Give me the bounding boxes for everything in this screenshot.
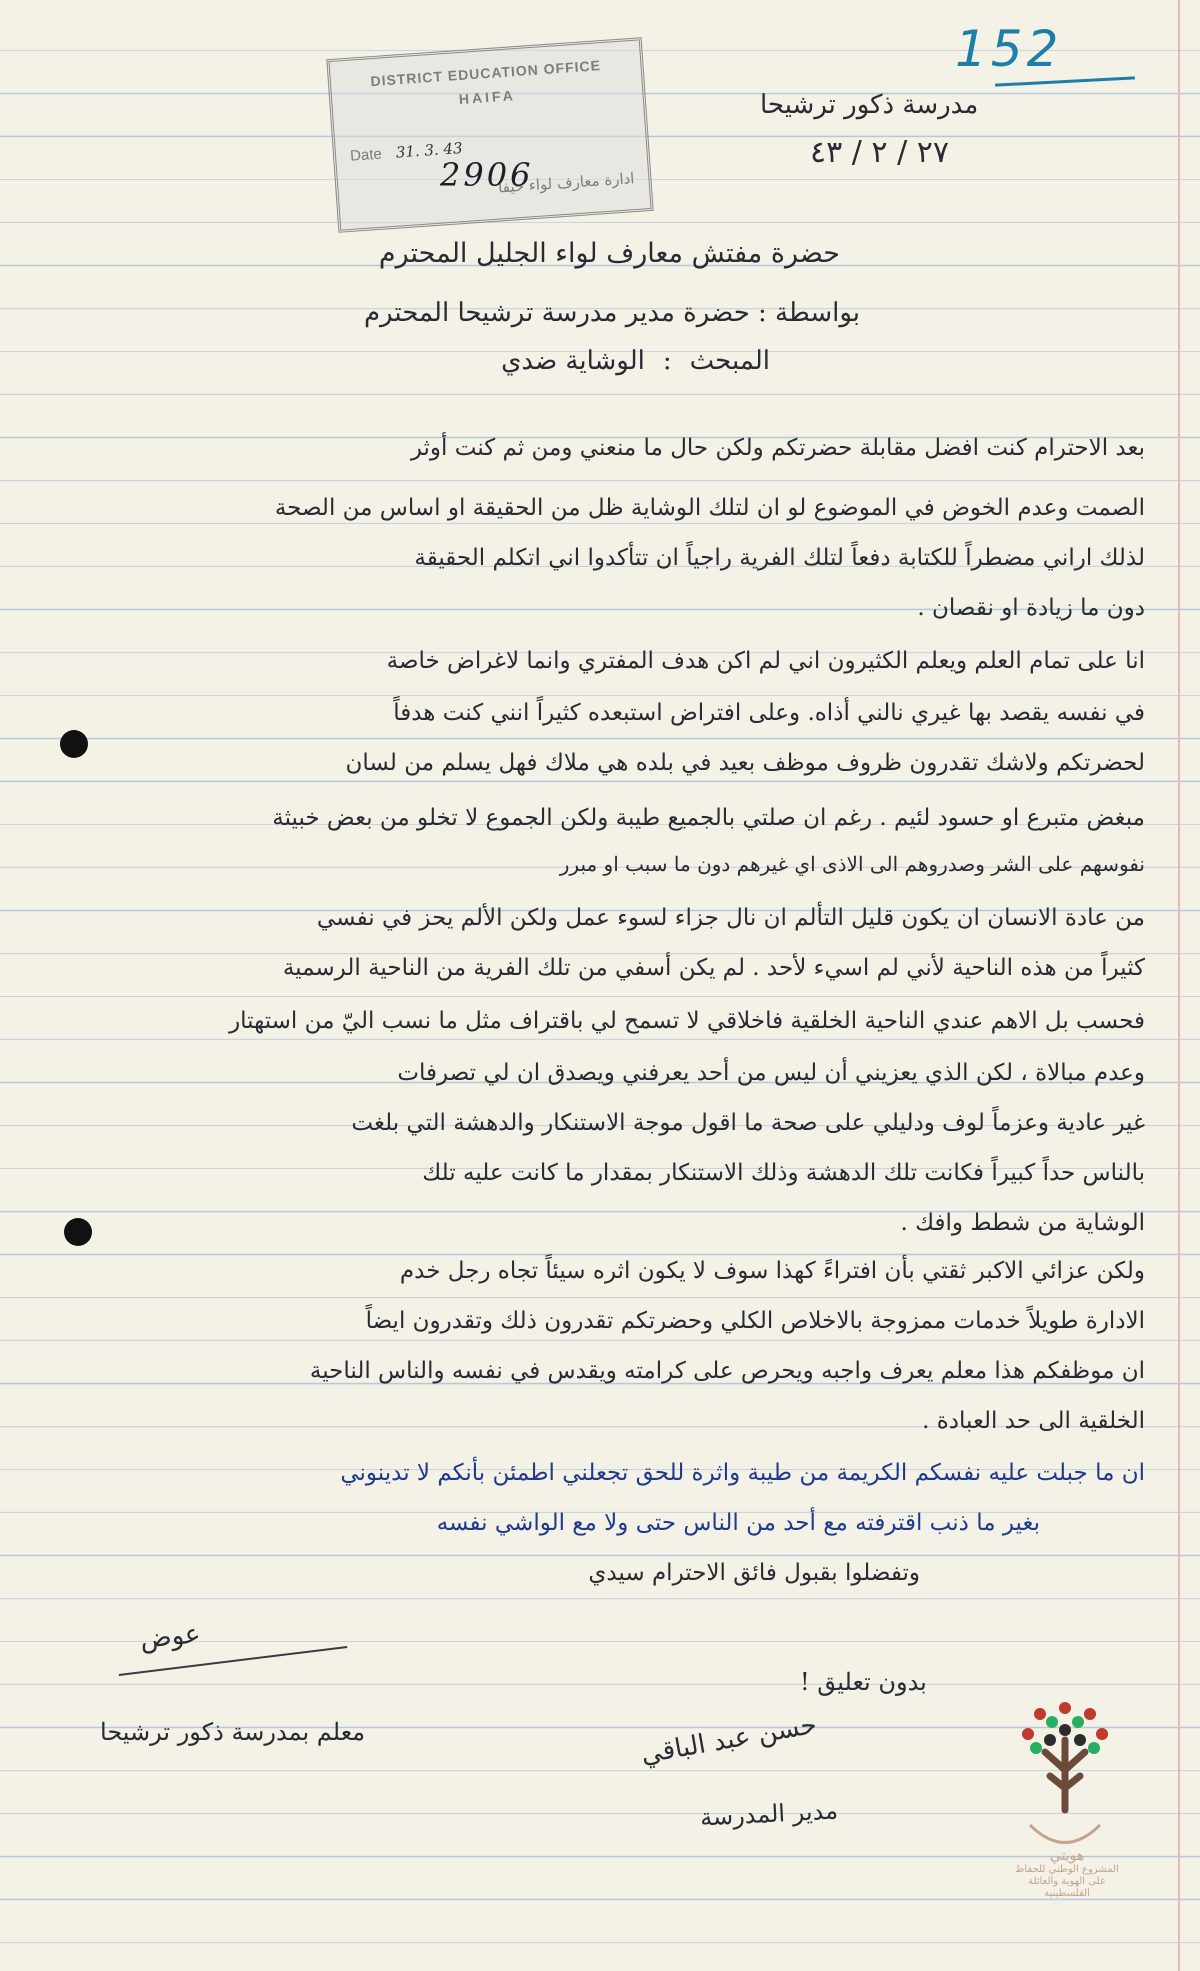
stamp-date-label: Date [349,145,383,165]
punch-hole-dot [60,730,88,758]
director-title: مدير المدرسة [699,1796,839,1832]
body-line: الخلقية الى حد العبادة . [922,1408,1145,1434]
director-signature: حسن عبد الباقي [638,1709,819,1771]
body-line: الصمت وعدم الخوض في الموضوع لو ان لتلك الوشاية ظل من الحقيقة او اساس من الصحة [274,495,1145,521]
stamp-line-1: DISTRICT EDUCATION OFFICE [369,57,602,90]
body-line: لذلك اراني مضطراً للكتابة دفعاً لتلك الفرية راجياً ان تتأكدوا اني اتكلم الحقيقة [414,545,1145,571]
body-line: وعدم مبالاة ، لكن الذي يعزيني أن ليس من أحد يعرفني ويصدق ان لي تصرفات [397,1060,1145,1086]
body-line: مبغض متبرع او حسود لئيم . رغم ان صلتي بالجميع طيبة ولكن الجموع لا تخلو من بعض خبيثة [272,805,1145,831]
body-line: ان ما جبلت عليه نفسكم الكريمة من طيبة واثرة للحق تجعلني اطمئن بأنكم لا تدينوني [340,1460,1145,1486]
body-line: انا على تمام العلم ويعلم الكثيرون اني لم اكن هدف المفتري وانما لاغراض خاصة [386,648,1145,674]
subject-separator: : [662,346,672,376]
body-line: لحضرتكم ولاشك تقدرون ظروف موظف بعيد في بلده هي ملاك فهل يسلم من لسان [345,750,1145,776]
body-line: بعد الاحترام كنت افضل مقابلة حضرتكم ولكن حال ما منعني ومن ثم كنت أوثر [410,435,1145,461]
body-line: الادارة طويلاً خدمات ممزوجة بالاخلاص الكلي وحضرتكم تقدرون ذلك وتقدرون ايضاً [365,1308,1145,1334]
body-line: بالناس حداً كبيراً فكانت تلك الدهشة وذلك الاستنكار بمقدار ما كانت عليه تلك [422,1160,1145,1186]
body-line: دون ما زيادة او نقصان . [917,595,1145,621]
stamp-line-2: HAIFA [458,87,517,108]
subject-line [501,346,770,376]
addressee: حضرة مفتش معارف لواء الجليل المحترم [378,238,840,269]
subject-label: المبحث [689,346,770,376]
punch-hole-dot [64,1218,92,1246]
header-date: ٢٧ / ٢ / ٤٣ [810,135,949,170]
body-line: فحسب بل الاهم عندي الناحية الخلقية فاخلاقي لا تسمح لي باقتراف مثل ما نسب اليّ من استهتار [229,1008,1145,1034]
body-line: في نفسه يقصد بها غيري نالني أذاه. وعلى افتراض استبعده كثيراً انني كنت هدفاً [393,700,1145,726]
sign-off: وتفضلوا بقبول فائق الاحترام سيدي [588,1560,920,1586]
body-line: بغير ما ذنب اقترفته مع أحد من الناس حتى ولا مع الواشي نفسه [436,1510,1040,1536]
body-line: الوشاية من شطط وافك . [900,1210,1145,1236]
district-office-stamp [326,37,653,233]
body-line: من عادة الانسان ان يكون قليل التألم ان نال جزاء لسوء عمل ولكن الألم يحز في نفسي [316,905,1145,931]
header-school: مدرسة ذكور ترشيحا [760,90,979,120]
stamp-arabic: ادارة معارف لواء حيفا [497,169,635,197]
via-line: بواسطة : حضرة مدير مدرسة ترشيحا المحترم [363,298,860,328]
teacher-title: معلم بمدرسة ذكور ترشيحا [100,1718,366,1746]
body-line: كثيراً من هذه الناحية لأني لم اسيء لأحد . لم يكن أسفي من تلك الفرية من الناحية الرسمية [282,955,1145,981]
body-line: ولكن عزائي الاكبر ثقتي بأن افتراءً كهذا سوف لا يكون اثره سيئاً تجاه رجل خدم [399,1258,1145,1284]
logo-subcaption: المشروع الوطني للحفاظ على الهوية والعائلة الفلسطينية [1015,1864,1119,1899]
stamp-date-value: 31. 3. 43 [395,138,464,162]
body-line: نفوسهم على الشر وصدروهم الى الاذى اي غيرهم دون ما سبب او مبرر [559,852,1145,876]
subject-value: الوشاية ضدي [501,346,645,376]
body-line: ان موظفكم هذا معلم يعرف واجبه ويحرص على كرامته ويقدس في نفسه والناس الناحية [309,1358,1145,1384]
logo-caption [1008,1848,1126,1900]
teacher-signature: عوض [138,1618,202,1656]
stamp-number: 2906 [440,156,534,194]
page-number [955,20,1062,78]
heritage-tree-logo [1010,1700,1120,1850]
director-note: بدون تعليق ! [800,1668,927,1696]
page-number-text: 152 [955,20,1063,78]
logo-name: هويتي [1049,1848,1085,1864]
body-line: غير عادية وعزماً لوف ودليلي على صحة ما اقول موجة الاستنكار والدهشة التي بلغت [351,1110,1145,1136]
margin-line [1178,0,1180,1971]
